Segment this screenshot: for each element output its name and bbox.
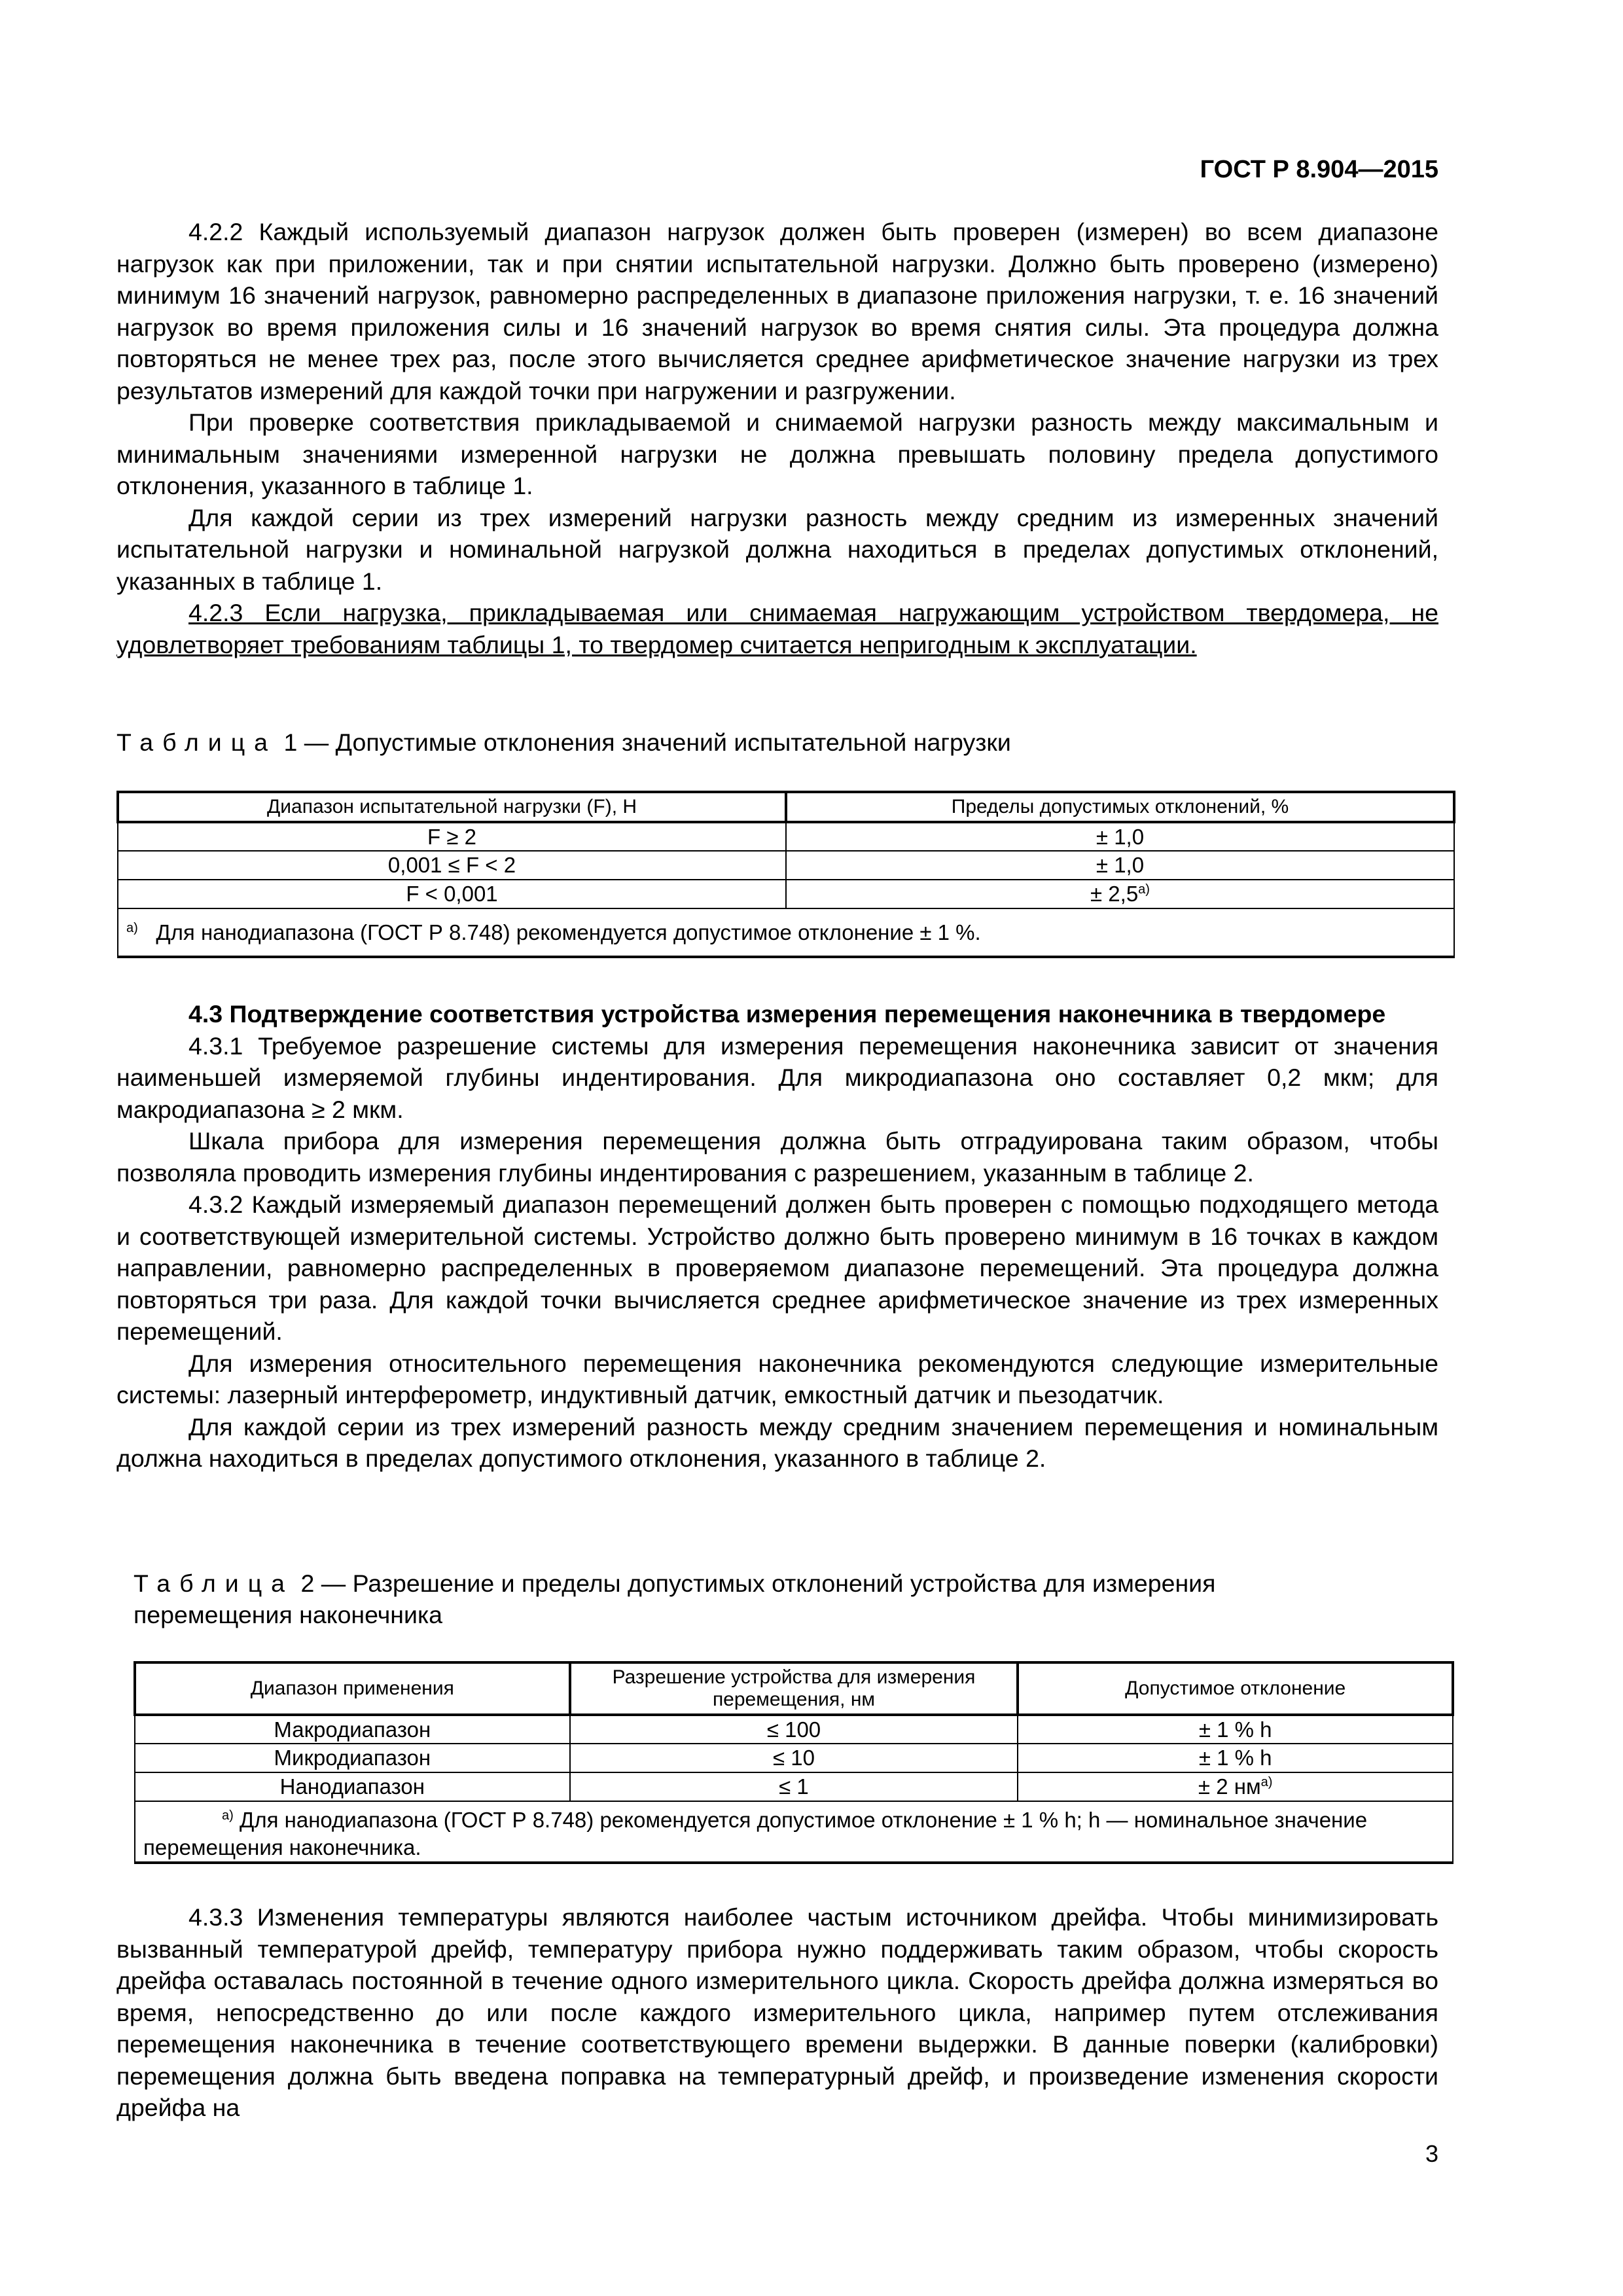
table-2-label: Таблица (134, 1570, 294, 1597)
table-2-footnote (135, 1801, 1453, 1863)
table-1-row (118, 822, 1454, 851)
table-2-cell: ± 1 % h (1018, 1744, 1453, 1772)
table-1-cell: F < 0,001 (118, 880, 786, 908)
table-2-row (135, 1715, 1453, 1744)
paragraph-displacement-series: Для каждой серии из трех измерений разность между средним значением перемещения и номинальным должна находиться в пределах допустимого отклонения, указанного в таблице 2. (116, 1412, 1438, 1472)
table-2-cell: ≤ 100 (570, 1715, 1018, 1744)
table-1-cell: ± 1,0 (786, 851, 1454, 880)
paragraph-4-3-3: 4.3.3 Изменения температуры являются наиболее частым источником дрейфа. Чтобы минимизировать вызванный температурой дрейф, температуру прибора нужно поддерживать таким образом, чтобы скорость дрейфа оставалась постоянной в течение одного измерительного цикла. Скорость дрейфа должна измеряться во время, непосредственно до или после каждого измерительного цикла, например путем отслеживания перемещения наконечника в течение соответствующего времени выдержки. В данные поверки (калибровки) перемещения должна быть введена поправка на температурный дрейф, и произведение изменения скорости дрейфа на (116, 1903, 1438, 2121)
table-2-title-cont: перемещения наконечника (134, 1601, 443, 1628)
table-1-cell: ± 1,0 (786, 822, 1454, 851)
table-1-col2-header: Пределы допустимых отклонений, % (786, 792, 1454, 822)
table-2-col2-header: Разрешение устройства для измерения перемещения, нм (570, 1662, 1018, 1715)
table-2-col1-header: Диапазон применения (135, 1662, 570, 1715)
table-2-cell: Макродиапазон (135, 1715, 570, 1744)
table-1-cell: 0,001 ≤ F < 2 (118, 851, 786, 880)
table-2-cell: ± 2 $нм^{а)}$ (1018, 1772, 1453, 1801)
table-2-note: Для нанодиапазона (ГОСТ Р 8.748) рекомендуется допустимое отклонение ± 1 % h; h — номинальное значение перемещения наконечника. (143, 1808, 1368, 1859)
table-1-row (118, 851, 1454, 880)
table-1-row (118, 880, 1454, 908)
section-4-3-heading: 4.3 Подтверждение соответствия устройства измерения перемещения наконечника в твердомере (188, 1000, 1386, 1028)
table-2-cell: Микродиапазон (135, 1744, 570, 1772)
table-2-cell: Нанодиапазон (135, 1772, 570, 1801)
table-2-caption (134, 1568, 1442, 1630)
page-number: 3 (1425, 2140, 1438, 2167)
paragraph-load-series: Для каждой серии из трех измерений нагрузки разность между средним из измеренных значений испытательной нагрузки и номинальной нагрузкой должна находиться в пределах допустимых отклонений, указанных в таблице 1. (116, 503, 1438, 595)
footnote-marker: а) (222, 1808, 234, 1823)
document-header: ГОСТ Р 8.904—2015 (1200, 156, 1438, 183)
section-4-3 (116, 998, 1438, 1475)
table-1 (116, 791, 1455, 958)
table-1-title: 1 — Допустимые отклонения значений испытательной нагрузки (283, 728, 1011, 756)
paragraph-scale: Шкала прибора для измерения перемещения должна быть отградуирована таким образом, чтобы позволяла проводить измерения глубины индентирования с разрешением, указанным в таблице 2. (116, 1127, 1438, 1187)
paragraph-load-check: При проверке соответствия прикладываемой и снимаемой нагрузки разность между максимальным и минимальным значениями измеренной нагрузки не должна превышать половину предела допустимого отклонения, указанного в таблице 1. (116, 408, 1438, 499)
table-1-col1-header: Диапазон испытательной нагрузки (F), Н (118, 792, 786, 822)
table-2-row (135, 1772, 1453, 1801)
paragraph-4-2-2: 4.2.2 Каждый используемый диапазон нагрузок должен быть проверен (измерен) во всем диапазоне нагрузок как при приложении, так и при снятии испытательной нагрузки. Должно быть проверено (измерено) минимум 16 значений нагрузок, равномерно распределенных в диапазоне приложения нагрузки, т. е. 16 значений нагрузок во время приложения силы и 16 значений нагрузок во время снятия силы. Эта процедура должна повторяться не менее трех раз, после этого вычисляется среднее арифметическое значение нагрузки из трех результатов измерений для каждой точки при нагружении и разгружении. (116, 218, 1438, 404)
paragraph-4-3-2: 4.3.2 Каждый измеряемый диапазон перемещений должен быть проверен с помощью подходящего метода и соответствующей измерительной системы. Устройство должно быть проверено минимум в 16 точках в каждом направлении, равномерно распределенных в проверяемом диапазоне перемещений. Эта процедура должна повторяться три раза. Для каждой точки вычисляется среднее арифметическое значение из трех измеренных перемещений. (116, 1191, 1438, 1345)
table-2-title: 2 — Разрешение и пределы допустимых отклонений устройства для измерения (300, 1570, 1216, 1597)
table-2 (134, 1661, 1454, 1864)
paragraph-4-3-1: 4.3.1 Требуемое разрешение системы для измерения перемещения наконечника зависит от значения наименьшей измеряемой глубины индентирования. Для микродиапазона оно составляет 0,2 мкм; для макродиапазона ≥ 2 мкм. (116, 1031, 1438, 1123)
table-1-footnote (118, 908, 1454, 957)
table-1-cell: F ≥ 2 (118, 822, 786, 851)
table-2-cell: ≤ 1 (570, 1772, 1018, 1801)
table-1-cell: ± $2,5^{а)}$ (786, 880, 1454, 908)
table-2-cell: ± 1 % h (1018, 1715, 1453, 1744)
paragraph-4-2-3: 4.2.3 Если нагрузка, прикладываемая или снимаемая нагружающим устройством твердомера, не удовлетворяет требованиям таблицы 1, то твердомер считается непригодным к эксплуатации. (116, 599, 1438, 658)
footnote-marker: а) (126, 920, 138, 935)
table-1-note: Для нанодиапазона (ГОСТ Р 8.748) рекомендуется допустимое отклонение ± 1 %. (156, 920, 981, 944)
table-2-row (135, 1744, 1453, 1772)
section-4-3-3 (116, 1901, 1438, 2124)
paragraph-measuring-systems: Для измерения относительного перемещения наконечника рекомендуются следующие измерительные системы: лазерный интерферометр, индуктивный датчик, емкостный датчик и пьезодатчик. (116, 1349, 1438, 1408)
table-1-caption (116, 726, 1438, 758)
table-1-label: Таблица (116, 728, 277, 756)
table-2-cell: ≤ 10 (570, 1744, 1018, 1772)
table-2-col3-header: Допустимое отклонение (1018, 1662, 1453, 1715)
section-4-2 (116, 216, 1438, 660)
